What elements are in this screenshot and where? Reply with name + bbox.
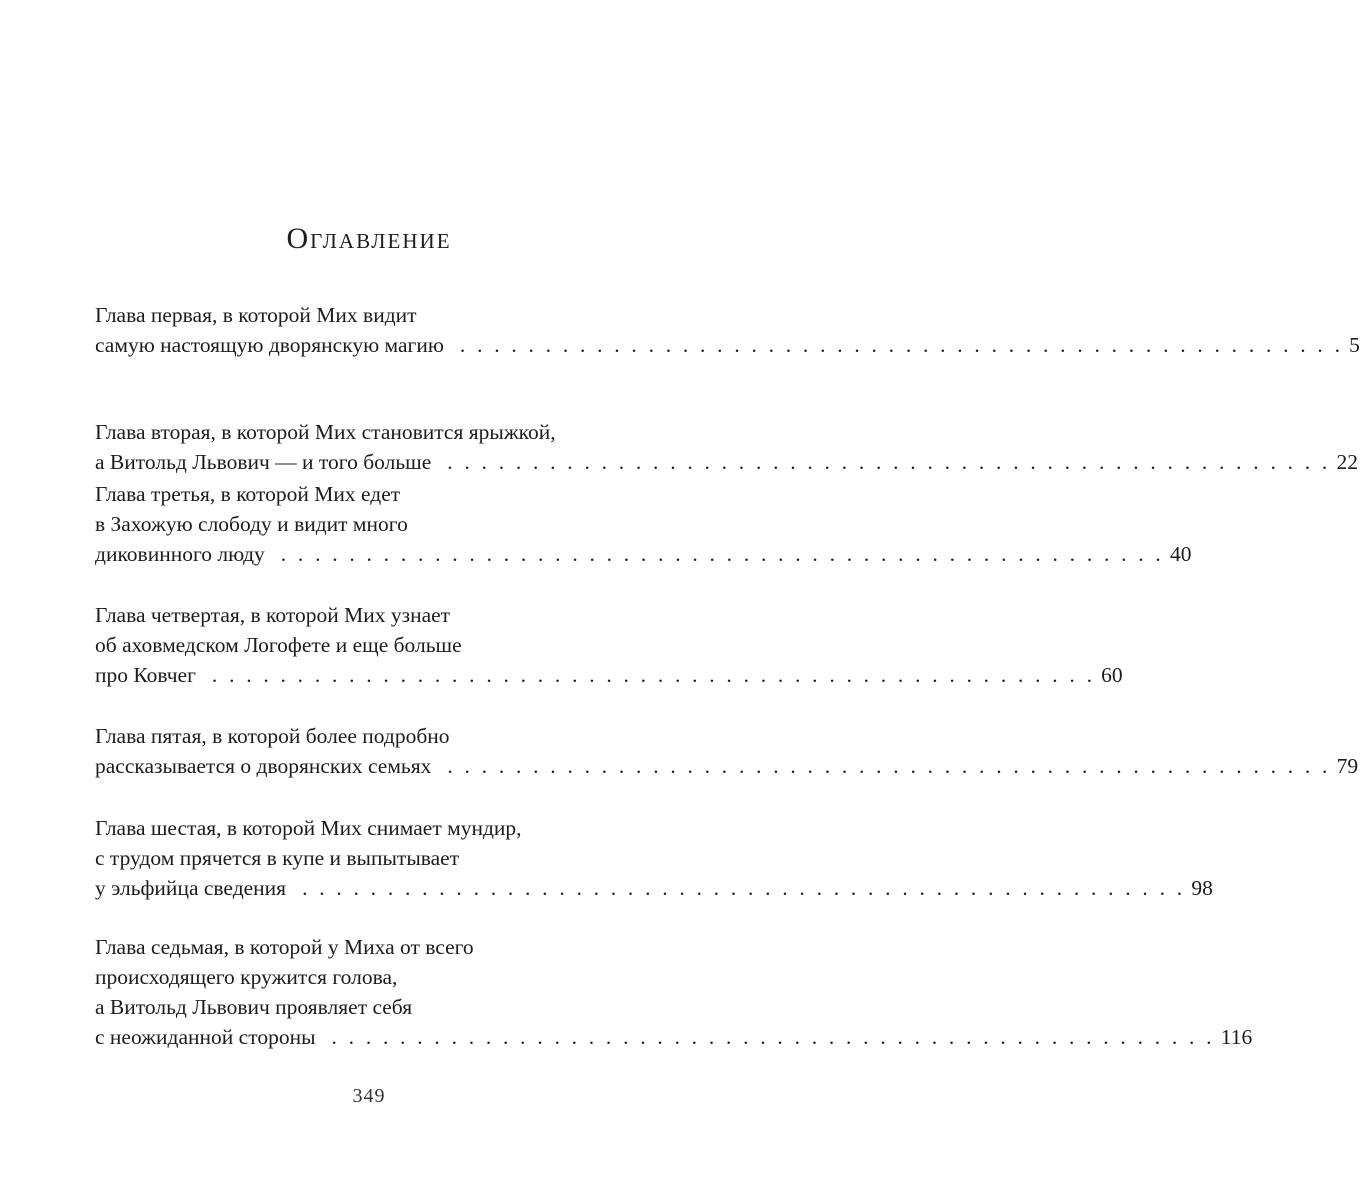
toc-entry-line: а Витольд Львович проявляет себя <box>95 995 413 1019</box>
page-number: 349 <box>352 1085 386 1107</box>
dot-leader: . . . . . . . . . . . . . . . . . . . . . . . . . . . . . . . . . . . . . . . . . . . . . . . . . . . . <box>302 876 1186 900</box>
toc-page-number: 60 <box>1101 663 1123 687</box>
toc-entry <box>95 600 1123 690</box>
toc-entry-line: с неожиданной стороны <box>95 1025 316 1049</box>
toc-entry <box>95 479 1192 569</box>
dot-leader: . . . . . . . . . . . . . . . . . . . . . . . . . . . . . . . . . . . . . . . . . . . . . . . . . . . . <box>459 333 1344 357</box>
toc-entry-line: Глава первая, в которой Мих видит <box>95 303 417 327</box>
toc-entry-line: Глава вторая, в которой Мих становится ярыжкой, <box>95 420 556 444</box>
toc-entry-last-line <box>95 873 1213 903</box>
toc-page-number: 40 <box>1170 542 1192 566</box>
toc-entry <box>95 813 1213 903</box>
toc-entry-last-line <box>95 539 1192 569</box>
toc-entry-line: об аховмедском Логофете и еще больше <box>95 633 462 657</box>
toc-entry <box>95 417 1358 477</box>
toc-page-number: 79 <box>1336 754 1359 778</box>
toc-entry-line: Глава третья, в которой Мих едет <box>95 482 401 506</box>
toc-entry-line: Глава седьмая, в которой у Миха от всего <box>95 935 474 959</box>
toc-entry-line: самую настоящую дворянскую магию <box>95 333 444 357</box>
toc-entry-line: с трудом прячется в купе и выпытывает <box>95 846 460 870</box>
toc-entry-last-line <box>95 751 1359 781</box>
toc-entry-line: Глава пятая, в которой более подробно <box>95 724 450 748</box>
toc-entry-line: у эльфийца сведения <box>95 876 287 900</box>
toc-entry-line: про Ковчег <box>95 663 196 687</box>
toc-entry-line: в Захожую слободу и видит много <box>95 512 408 536</box>
toc-entry-line: а Витольд Львович — и того больше <box>95 450 432 474</box>
toc-entry-line: рассказывается о дворянских семьях <box>95 754 432 778</box>
toc-page-number: 5 <box>1349 333 1360 357</box>
toc-entry-line: диковинного люду <box>95 542 265 566</box>
toc-entry-line: Глава четвертая, в которой Мих узнает <box>95 603 451 627</box>
toc-entry-last-line <box>95 660 1123 690</box>
dot-leader: . . . . . . . . . . . . . . . . . . . . . . . . . . . . . . . . . . . . . . . . . . . . . . . . . . . . <box>211 663 1096 687</box>
toc-page-number: 98 <box>1191 876 1213 900</box>
toc-entry-last-line <box>95 447 1358 477</box>
toc-page-number: 22 <box>1336 450 1358 474</box>
dot-leader: . . . . . . . . . . . . . . . . . . . . . . . . . . . . . . . . . . . . . . . . . . . . . . . . . . . . <box>447 754 1331 778</box>
page-title: Оглавление <box>286 222 452 255</box>
toc-entry <box>95 721 1359 781</box>
toc-entry <box>95 300 1360 360</box>
dot-leader: . . . . . . . . . . . . . . . . . . . . . . . . . . . . . . . . . . . . . . . . . . . . . . . . . . . . <box>447 450 1331 474</box>
toc-page-number: 116 <box>1220 1025 1253 1049</box>
toc-entry-line: Глава шестая, в которой Мих снимает мундир, <box>95 816 522 840</box>
toc-entry-last-line <box>95 330 1360 360</box>
dot-leader: . . . . . . . . . . . . . . . . . . . . . . . . . . . . . . . . . . . . . . . . . . . . . . . . . . . . <box>331 1025 1215 1049</box>
toc-entry-line: происходящего кружится голова, <box>95 965 398 989</box>
toc-entry-last-line <box>95 1022 1253 1052</box>
dot-leader: . . . . . . . . . . . . . . . . . . . . . . . . . . . . . . . . . . . . . . . . . . . . . . . . . . . . <box>280 542 1164 566</box>
toc-entry <box>95 932 1253 1052</box>
